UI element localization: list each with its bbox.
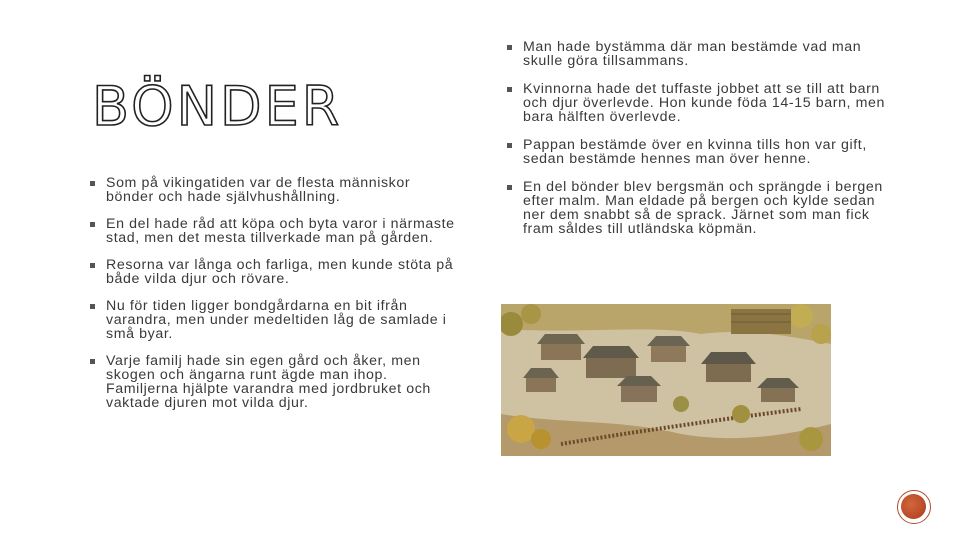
bullet-item: Pappan bestämde över en kvinna tills hon var gift, sedan bestämde hennes man över henne.	[507, 138, 887, 166]
bullet-item: Man hade bystämma där man bestämde vad man skulle göra tillsammans.	[507, 40, 887, 68]
bullet-item: En del bönder blev bergsmän och sprängde i bergen efter malm. Man eldade på bergen och kylde sedan ner dem snabbt så de sprack. Järnet som man fick fram såldes till utländska köpmän.	[507, 180, 887, 236]
bullet-item: En del hade råd att köpa och byta varor i närmaste stad, men det mesta tillverkade man på gården.	[90, 217, 460, 245]
bullet-item: Kvinnorna hade det tuffaste jobbet att se till att barn och djur överlevde. Hon kunde föda 14-15 barn, men bara hälften överlevde.	[507, 82, 887, 124]
bullet-item: Nu för tiden ligger bondgårdarna en bit ifrån varandra, men under medeltiden låg de samlade i små byar.	[90, 299, 460, 341]
medieval-village-model-image	[501, 304, 831, 456]
logo-badge	[897, 490, 931, 524]
logo-icon	[901, 494, 926, 519]
right-bullet-list	[507, 40, 887, 250]
bullet-item: Resorna var långa och farliga, men kunde stöta på både vilda djur och rövare.	[90, 258, 460, 286]
left-bullet-list	[90, 176, 460, 423]
bullet-item: Varje familj hade sin egen gård och åker, men skogen och ängarna runt ägde man ihop. Familjerna hjälpte varandra med jordbruket och vaktade djuren mot vilda djur.	[90, 354, 460, 410]
bullet-item: Som på vikingatiden var de flesta människor bönder och hade självhushållning.	[90, 176, 460, 204]
slide-title: BÖNDER	[92, 75, 343, 138]
